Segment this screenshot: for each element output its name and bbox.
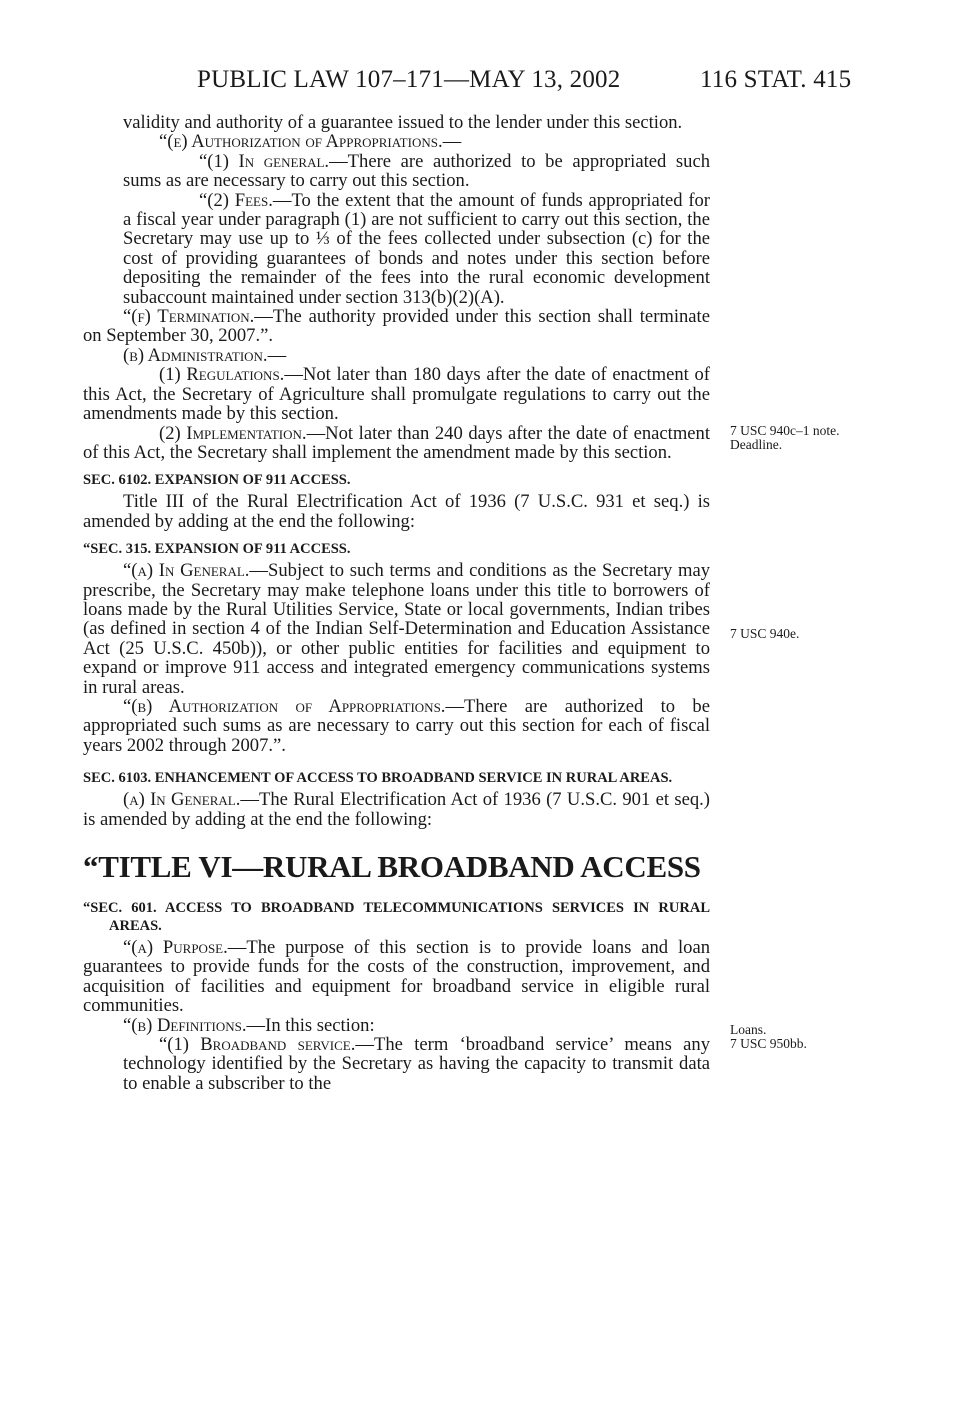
quoted-continuation-block [83,113,710,307]
s601a-text: —The purpose of this section is to provide loans and loan guarantees to provide funds for the costs of the construction, improvement, and acquisition of facilities and equipment for broadband service in eligible rural communities. [83,937,710,1017]
paragraph-e2 [123,191,710,307]
section-315-a [83,561,710,697]
b2-text: —Not later than 240 days after the date of enactment of this Act, the Secretary shall implement the amendment made by this section. [83,422,711,463]
s601b-label: “(b) Definitions. [123,1014,247,1036]
section-601-b1 [83,1035,710,1093]
s315b-text: —There are authorized to be appropriated such sums as are necessary to carry out this section for each of fiscal years 2002 through 2007.”. [83,695,710,756]
running-header-left: PUBLIC LAW 107–171—MAY 13, 2002 [197,66,621,93]
subsection-e-heading [123,132,710,151]
section-601-b [83,1016,710,1035]
margin-note-loans [730,1023,807,1051]
e2-label: “(2) Fees. [199,189,273,211]
s6103a-text: —The Rural Electrification Act of 1936 (7 U.S.C. 901 et seq.) is amended by adding at the end the following: [83,789,710,830]
f-text: —The authority provided under this section shall terminate on September 30, 2007.”. [83,306,710,347]
statute-body [83,113,710,1093]
paragraph-b2 [83,424,710,463]
section-6102-text: Title III of the Rural Electrification Act of 1936 (7 U.S.C. 931 et seq.) is amended by adding at the end the following: [83,491,710,532]
margin-note-usc-950bb: 7 USC 950bb. [730,1036,807,1051]
paragraph-continuation: validity and authority of a guarantee issued to the lender under this section. [123,112,683,133]
section-6102-heading: SEC. 6102. EXPANSION OF 911 ACCESS. [83,472,351,489]
e2-text: —To the extent that the amount of funds appropriated for a fiscal year under paragraph (1) are not sufficient to carry out this section, the Secretary may use up to ⅓ of the fees collected under subsection (c) for the cost of providing guarantees of bonds and notes under this section before depositing the remainder of the fees into the rural economic development subaccount maintained under section 313(b)(2)(A). [123,189,710,308]
running-header-page-number: 116 STAT. 415 [700,66,852,93]
s601a-label: “(a) Purpose. [123,937,228,958]
s601b1-label: “(1) Broadband service. [159,1034,356,1056]
section-601-heading: “SEC. 601. ACCESS TO BROADBAND TELECOMMUNICATIONS SERVICES IN RURAL AREAS. [83,900,710,934]
section-315-b [83,697,710,755]
section-601-a [83,938,710,1016]
margin-note-loans-text: Loans. [730,1022,767,1037]
paragraph-b1 [83,365,710,423]
margin-note-usc-940c-text: 7 USC 940c–1 note. [730,423,840,438]
subsection-b-heading [83,346,710,365]
s601b-text: —In this section: [246,1014,375,1036]
s601b1-text: —The term ‘broadband service’ means any technology identified by the Secretary as having the capacity to transmit data to enable a subscriber to the [123,1034,710,1094]
s315a-label: “(a) In General. [123,560,250,582]
b1-label: (1) Regulations. [159,364,285,386]
s315b-label: “(b) Authorization of Appropriations. [123,695,446,717]
title-vi-heading: “TITLE VI—RURAL BROADBAND ACCESS [83,849,701,884]
e1-text: —There are authorized to be appropriated such sums as are necessary to carry out this section. [123,150,710,192]
f-label: “(f) Termination. [123,306,255,328]
margin-note-usc-940e: 7 USC 940e. [730,626,800,641]
section-6103-a [83,790,710,829]
s315a-text: —Subject to such terms and conditions as the Secretary may prescribe, the Secretary may make telephone loans under this title to borrowers of loans made by the Rural Utilities Service, State or local governments, Indian tribes (as defined in section 4 of the Indian Self-Determination and Education Assistance Act (25 U.S.C. 450b)), or other public entities for facilities and equipment to expand or improve 911 access and integrated emergency communications systems in rural areas. [83,560,710,698]
section-315-heading: “SEC. 315. EXPANSION OF 911 ACCESS. [83,541,351,558]
subsection-e-label: “(e) Authorization of Appropriations.— [159,131,462,153]
subsection-f [83,307,710,346]
s6103a-label: (a) In General. [123,789,241,811]
paragraph-e1 [123,152,710,191]
b2-label: (2) Implementation. [159,422,307,444]
b1-text: —Not later than 180 days after the date of enactment of this Act, the Secretary of Agriculture shall promulgate regulations to carry out the amendments made by this section. [83,364,710,425]
b-label: (b) Administration.— [123,344,287,366]
margin-note-usc-940c [730,424,850,452]
section-6103-heading: SEC. 6103. ENHANCEMENT OF ACCESS TO BROADBAND SERVICE IN RURAL AREAS. [83,770,673,787]
e1-label: “(1) In general. [199,150,330,172]
margin-note-deadline: Deadline. [730,437,783,452]
